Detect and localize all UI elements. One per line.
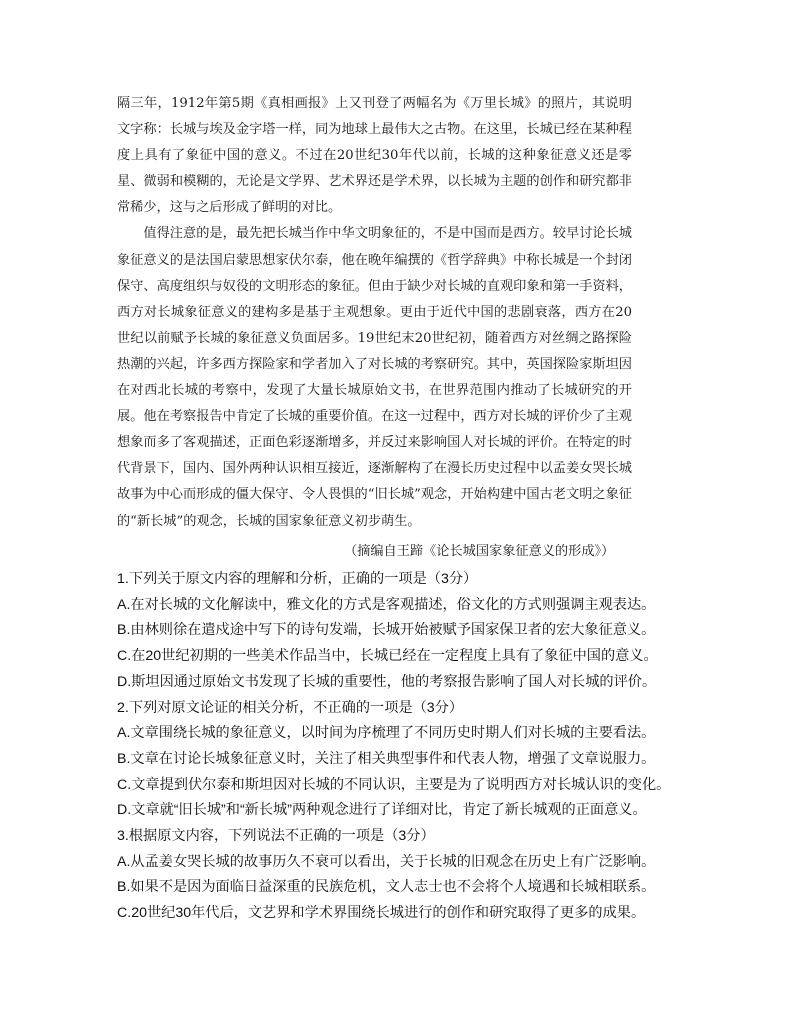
reading-passage [117, 91, 632, 535]
question-1-option-a: A.在对长城的文化解读中，雅文化的方式是客观描述，俗文化的方式则强调主观表达。 [117, 596, 656, 613]
questions-section [117, 567, 677, 927]
question-3-option-c: C.20世纪30年代后，文艺界和学术界围绕长城进行的创作和研究取得了更多的成果。 [117, 905, 646, 922]
question-1-option-b: B.由林则徐在遣戍途中写下的诗句发端，长城开始被赋予国家保卫者的宏大象征意义。 [117, 622, 656, 639]
question-2-option-b: B.文章在讨论长城象征意义时，关注了相关典型事件和代表人物，增强了文章说服力。 [117, 750, 656, 767]
question-2 [117, 696, 677, 825]
question-2-option-c: C.文章提到伏尔泰和斯坦因对长城的不同认识，主要是为了说明西方对长城认识的变化。 [117, 776, 671, 793]
question-2-option-d: D.文章就“旧长城”和“新长城”两种观念进行了详细对比，肯定了新长城观的正面意义。 [117, 802, 647, 819]
question-1-option-c: C.在20世纪初期的一些美术作品当中，长城已经在一定程度上具有了象征中国的意义。 [117, 648, 658, 665]
question-2-option-a: A.文章围绕长城的象征意义，以时间为序梳理了不同历史时期人们对长城的主要看法。 [117, 725, 656, 742]
question-3 [117, 824, 677, 927]
question-3-option-a: A.从孟姜女哭长城的故事历久不衰可以看出，关于长城的旧观念在历史上有广泛影响。 [117, 853, 656, 870]
question-3-stem: 3.根据原文内容，下列说法不正确的一项是（3分） [117, 828, 435, 845]
question-2-stem: 2.下列对原文论证的相关分析，不正确的一项是（3分） [117, 699, 464, 716]
passage-paragraph-2: 值得注意的是，最先把长城当作中华文明象征的，不是中国而是西方。较早讨论长城象征意义的是法国启蒙思想家伏尔泰，他在晚年编撰的《哲学辞典》中称长城是一个封闭保守、高度组织与奴役的文明形态的象征。但由于缺少对长城的直观印象和第一手资料，西方对长城象征意义的建构多是基于主观想象。更由于近代中国的悲剧衰落，西方在20世纪以前赋予长城的象征意义负面居多。19世纪末20世纪初，随着西方对丝绸之路探险热潮的兴起，许多西方探险家和学者加入了对长城的考察研究。其中，英国探险家斯坦因在对西北长城的考察中，发现了大量长城原始文书，在世界范围内推动了长城研究的开展。他在考察报告中肯定了长城的重要价值。在这一过程中，西方对长城的评价少了主观想象而多了客观描述，正面色彩逐渐增多，并反过来影响国人对长城的评价。在特定的时代背景下，国内、国外两种认识相互接近，逐渐解构了在漫长历史过程中以孟姜女哭长城故事为中心而形成的僵大保守、令人畏惧的“旧长城”观念，开始构建中国古老文明之象征的“新长城”的观念，长城的国家象征意义初步萌生。 [117, 226, 632, 529]
question-3-option-b: B.如果不是因为面临日益深重的民族危机，文人志士也不会将个人境遇和长城相联系。 [117, 879, 656, 896]
passage-source-citation: （摘编自王蹄《论长城国家象征意义的形成》） [344, 544, 615, 559]
question-1 [117, 567, 677, 696]
question-1-option-d: D.斯坦因通过原始文书发现了长城的重要性，他的考察报告影响了国人对长城的评价。 [117, 673, 657, 690]
passage-paragraph-1: 隔三年，1912年第5期《真相画报》上又刊登了两幅名为《万里长城》的照片，其说明文字称：长城与埃及金字塔一样，同为地球上最伟大之古物。在这里，长城已经在某种程度上具有了象征中国的意义。不过在20世纪30年代以前，长城的这种象征意义还是零星、微弱和模糊的，无论是文学界、艺术界还是学术界，以长城为主题的创作和研究都非常稀少，这与之后形成了鲜明的对比。 [117, 96, 632, 216]
question-1-stem: 1.下列关于原文内容的理解和分析，正确的一项是（3分） [117, 571, 478, 587]
